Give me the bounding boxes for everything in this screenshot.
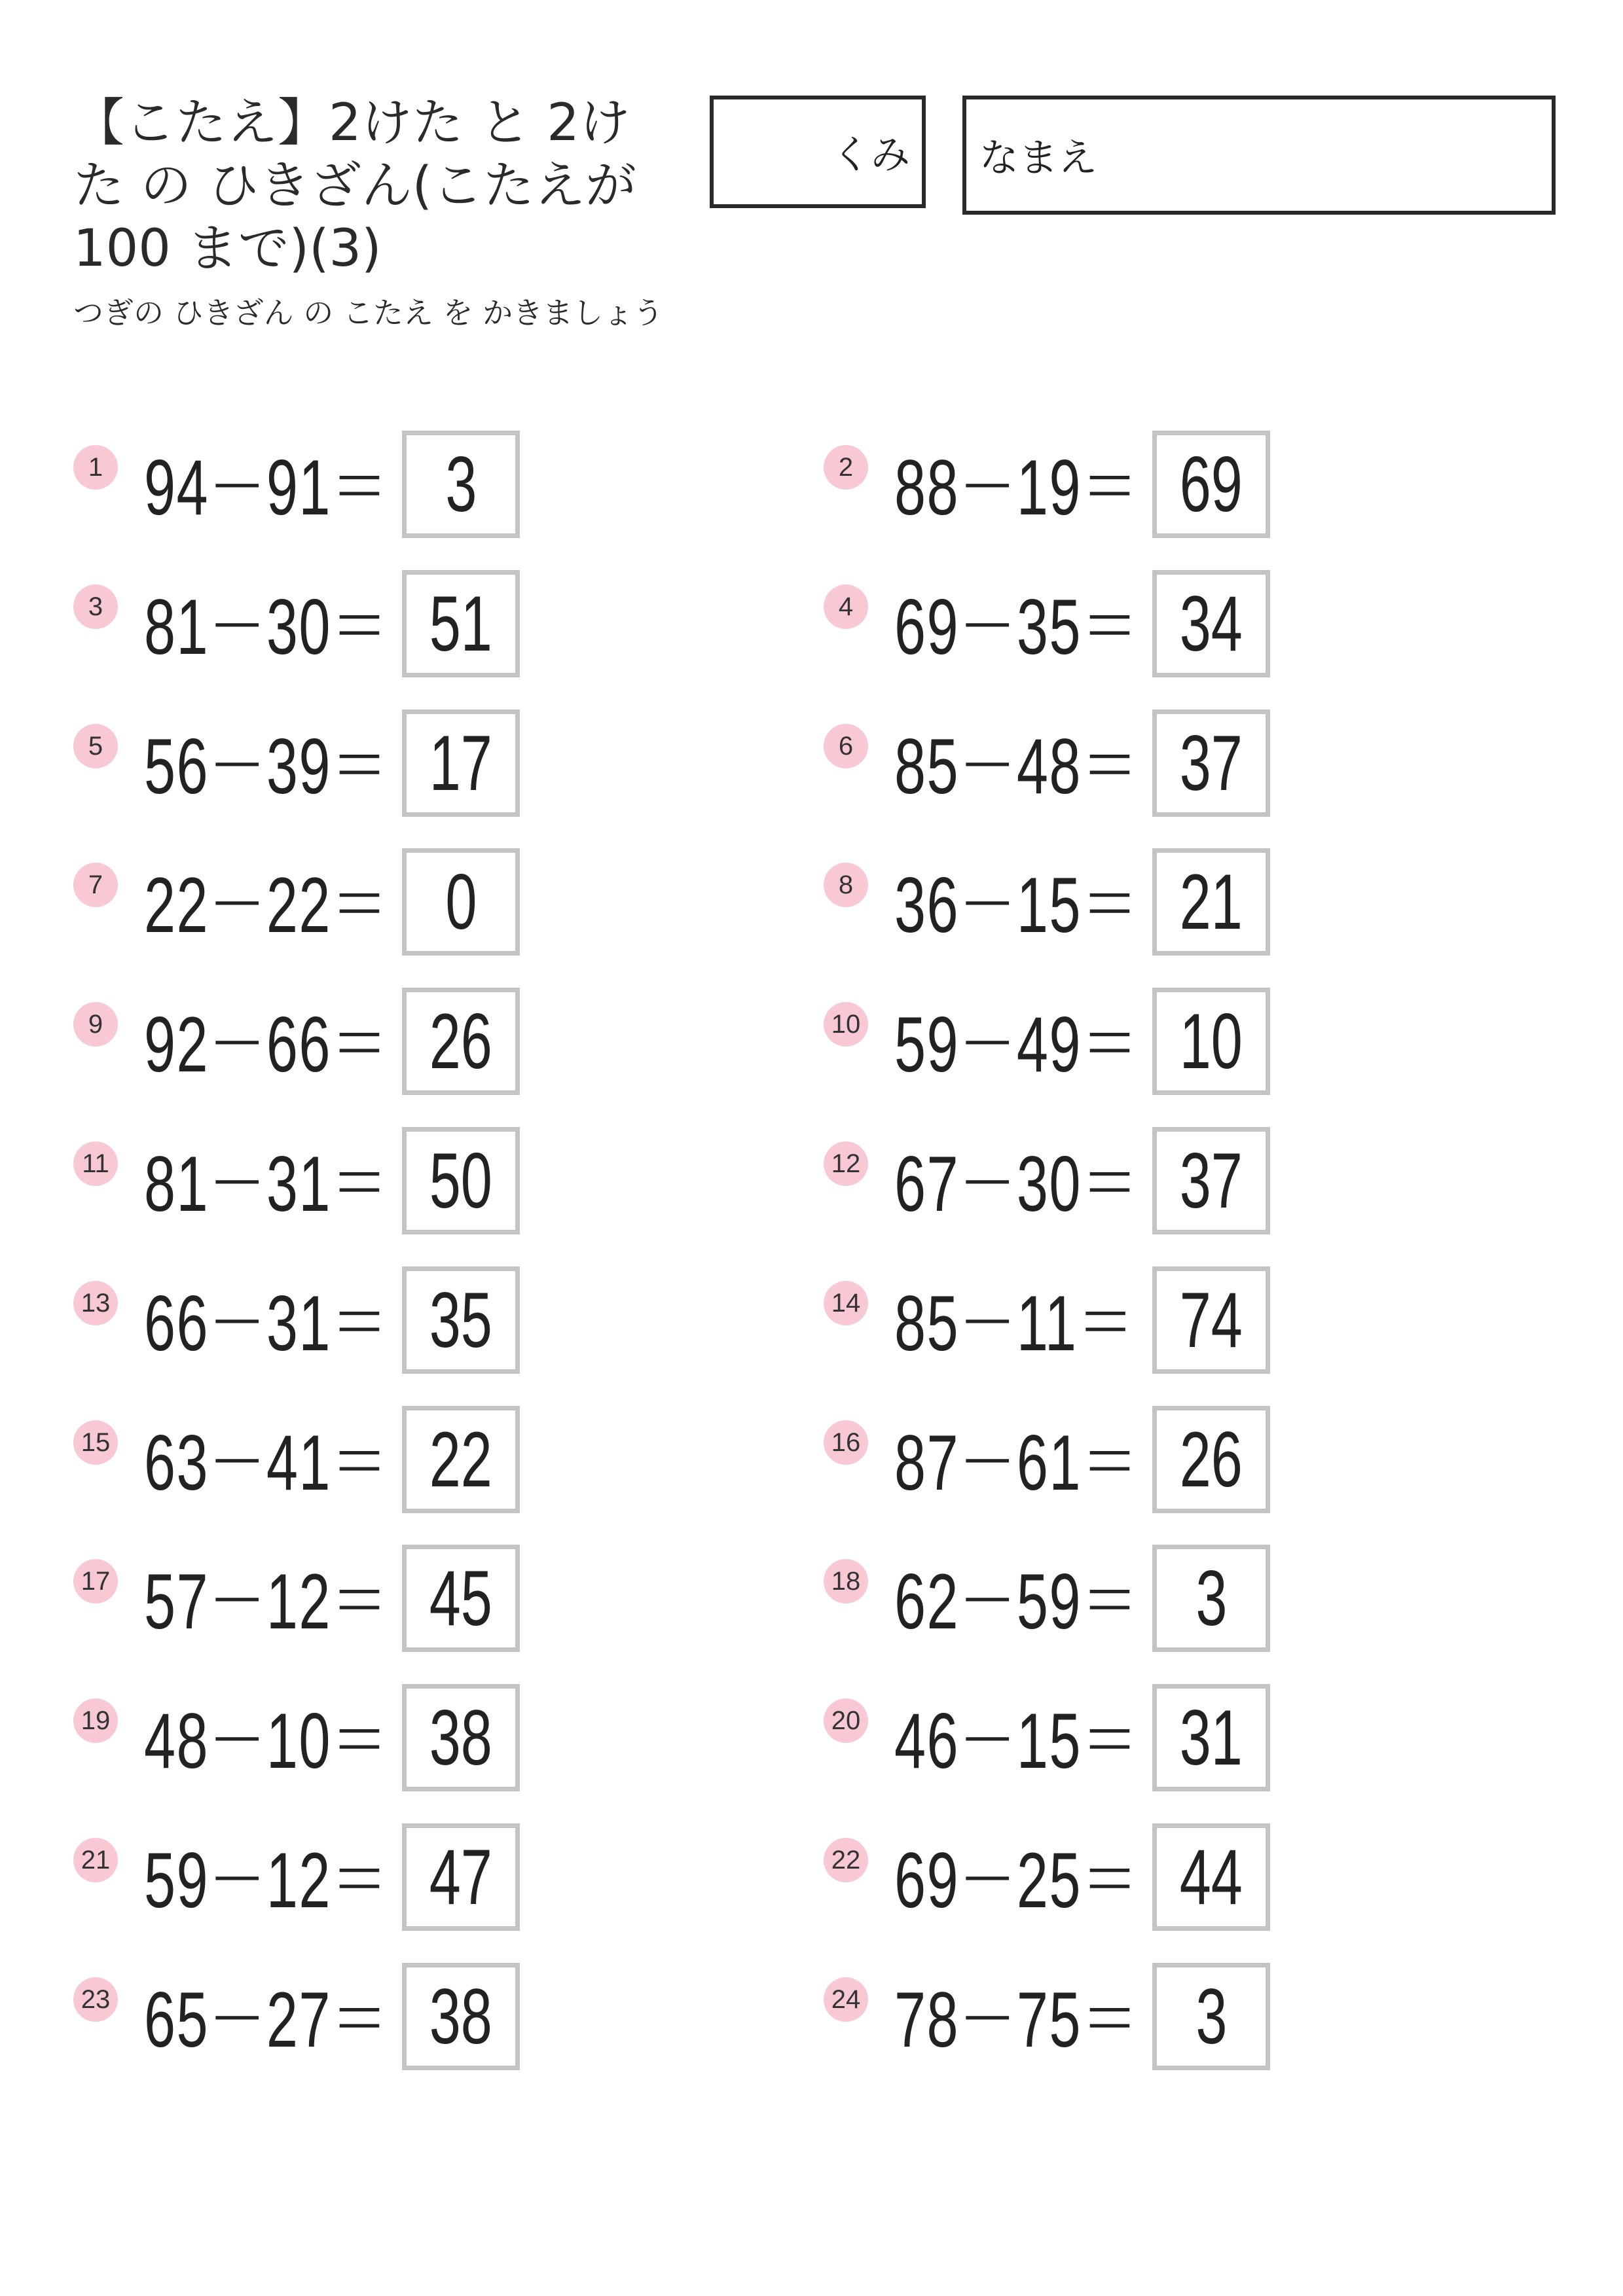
problem-number-badge: 12: [824, 1141, 868, 1186]
answer-value: 69: [1179, 440, 1243, 528]
problem-expression: 66－31＝: [144, 1279, 389, 1367]
problem-number-badge: 5: [73, 724, 118, 768]
problem-expression: 85－48＝: [894, 722, 1139, 810]
problem-item: [73, 1546, 545, 1657]
problem-number-badge: 9: [73, 1002, 118, 1047]
answer-value: 26: [429, 997, 493, 1086]
answer-box[interactable]: [1152, 848, 1270, 956]
problem-number-badge: 6: [824, 724, 868, 768]
problem-item: [824, 1685, 1295, 1797]
problem-number-badge: 16: [824, 1420, 868, 1465]
problem-item: [824, 571, 1295, 683]
problem-item: [73, 1825, 545, 1936]
problem-item: [824, 711, 1295, 822]
answer-box[interactable]: [402, 1406, 520, 1513]
answer-box[interactable]: [402, 431, 520, 538]
answer-box[interactable]: [1152, 1406, 1270, 1513]
answer-box[interactable]: [1152, 1684, 1270, 1791]
problem-item: [824, 1128, 1295, 1240]
problem-number-badge: 10: [824, 1002, 868, 1047]
problem-number-badge: 17: [73, 1559, 118, 1604]
problem-expression: 67－30＝: [894, 1140, 1139, 1228]
problem-expression: 92－66＝: [144, 1001, 389, 1089]
answer-box[interactable]: [402, 848, 520, 956]
answer-box[interactable]: [1152, 1545, 1270, 1652]
problem-item: [73, 571, 545, 683]
problem-item: [824, 850, 1295, 961]
problem-expression: 85－11＝: [894, 1279, 1135, 1367]
answer-value: 21: [1179, 858, 1243, 946]
answer-value: 22: [429, 1415, 493, 1503]
problem-item: [824, 1407, 1295, 1518]
answer-value: 45: [429, 1554, 493, 1643]
answer-value: 31: [1179, 1694, 1243, 1782]
problem-number-badge: 13: [73, 1281, 118, 1325]
problem-number-badge: 2: [824, 445, 868, 490]
answer-value: 34: [1179, 579, 1243, 668]
answer-value: 17: [429, 719, 493, 807]
answer-box[interactable]: [402, 1684, 520, 1791]
problem-item: [73, 432, 545, 543]
problem-expression: 59－12＝: [144, 1837, 389, 1924]
answer-value: 47: [429, 1833, 493, 1921]
answer-box[interactable]: [402, 1266, 520, 1374]
answer-value: 74: [1179, 1276, 1243, 1364]
problem-number-badge: 23: [73, 1977, 118, 2022]
problem-number-badge: 21: [73, 1838, 118, 1882]
problem-expression: 59－49＝: [894, 1001, 1139, 1089]
problem-number-badge: 11: [73, 1141, 118, 1186]
problem-expression: 48－10＝: [144, 1697, 389, 1785]
answer-box[interactable]: [1152, 431, 1270, 538]
problem-item: [73, 1964, 545, 2075]
answer-box[interactable]: [1152, 1823, 1270, 1931]
problem-number-badge: 24: [824, 1977, 868, 2022]
answer-box[interactable]: [402, 570, 520, 677]
problem-expression: 69－25＝: [894, 1837, 1139, 1924]
class-field-label: くみ: [831, 132, 910, 178]
answer-box[interactable]: [402, 709, 520, 817]
problem-number-badge: 8: [824, 863, 868, 907]
problem-item: [73, 850, 545, 961]
problem-number-badge: 7: [73, 863, 118, 907]
answer-value: 44: [1179, 1833, 1243, 1921]
answer-value: 51: [429, 579, 493, 668]
answer-value: 35: [429, 1276, 493, 1364]
problem-expression: 87－61＝: [894, 1418, 1139, 1507]
problem-item: [73, 989, 545, 1100]
answer-box[interactable]: [402, 1127, 520, 1234]
problem-expression: 36－15＝: [894, 861, 1139, 950]
answer-value: 3: [1195, 1972, 1228, 2060]
problem-item: [73, 1268, 545, 1379]
answer-box[interactable]: [1152, 1266, 1270, 1374]
problem-expression: 78－75＝: [894, 1975, 1139, 2064]
name-field-label: なまえ: [979, 135, 1097, 181]
problem-item: [73, 1128, 545, 1240]
problem-number-badge: 1: [73, 445, 118, 490]
answer-value: 10: [1179, 997, 1243, 1086]
problem-expression: 62－59＝: [894, 1558, 1139, 1646]
problem-item: [824, 989, 1295, 1100]
answer-box[interactable]: [1152, 988, 1270, 1095]
answer-box[interactable]: [1152, 1127, 1270, 1234]
page-title: 【こたえ】2けた と 2けた の ひきざん(こたえが 100 まで)(3): [73, 94, 637, 278]
answer-value: 0: [445, 858, 477, 946]
problem-expression: 63－41＝: [144, 1418, 389, 1507]
problem-item: [824, 1268, 1295, 1379]
problem-number-badge: 14: [824, 1281, 868, 1325]
answer-box[interactable]: [402, 1545, 520, 1652]
problem-expression: 56－39＝: [144, 722, 389, 810]
problem-expression: 57－12＝: [144, 1558, 389, 1646]
problem-expression: 94－91＝: [144, 444, 389, 531]
problem-expression: 81－31＝: [144, 1140, 389, 1228]
answer-value: 26: [1179, 1415, 1243, 1503]
instruction-text: つぎの ひきざん の こたえ を かきましょう: [73, 295, 664, 331]
answer-box[interactable]: [402, 1823, 520, 1931]
answer-box[interactable]: [1152, 570, 1270, 677]
answer-value: 37: [1179, 719, 1243, 807]
answer-value: 50: [429, 1137, 493, 1225]
answer-value: 3: [1195, 1554, 1228, 1643]
problem-item: [824, 432, 1295, 543]
answer-box[interactable]: [402, 1963, 520, 2070]
problem-number-badge: 22: [824, 1838, 868, 1882]
problem-number-badge: 15: [73, 1420, 118, 1465]
answer-box[interactable]: [1152, 1963, 1270, 2070]
answer-value: 38: [429, 1694, 493, 1782]
problem-number-badge: 19: [73, 1698, 118, 1743]
answer-value: 3: [445, 440, 477, 528]
answer-value: 38: [429, 1972, 493, 2060]
problem-number-badge: 20: [824, 1698, 868, 1743]
problem-item: [824, 1825, 1295, 1936]
problem-expression: 81－30＝: [144, 583, 389, 671]
problem-item: [73, 1407, 545, 1518]
problem-expression: 88－19＝: [894, 444, 1139, 531]
problem-expression: 65－27＝: [144, 1975, 389, 2064]
problem-number-badge: 18: [824, 1559, 868, 1604]
problem-expression: 46－15＝: [894, 1697, 1139, 1785]
problem-expression: 69－35＝: [894, 583, 1139, 671]
problem-item: [73, 711, 545, 822]
problem-item: [824, 1546, 1295, 1657]
problem-item: [73, 1685, 545, 1797]
answer-box[interactable]: [1152, 709, 1270, 817]
answer-value: 37: [1179, 1137, 1243, 1225]
problem-number-badge: 3: [73, 584, 118, 629]
problem-number-badge: 4: [824, 584, 868, 629]
answer-box[interactable]: [402, 988, 520, 1095]
problem-expression: 22－22＝: [144, 861, 389, 950]
problem-item: [824, 1964, 1295, 2075]
